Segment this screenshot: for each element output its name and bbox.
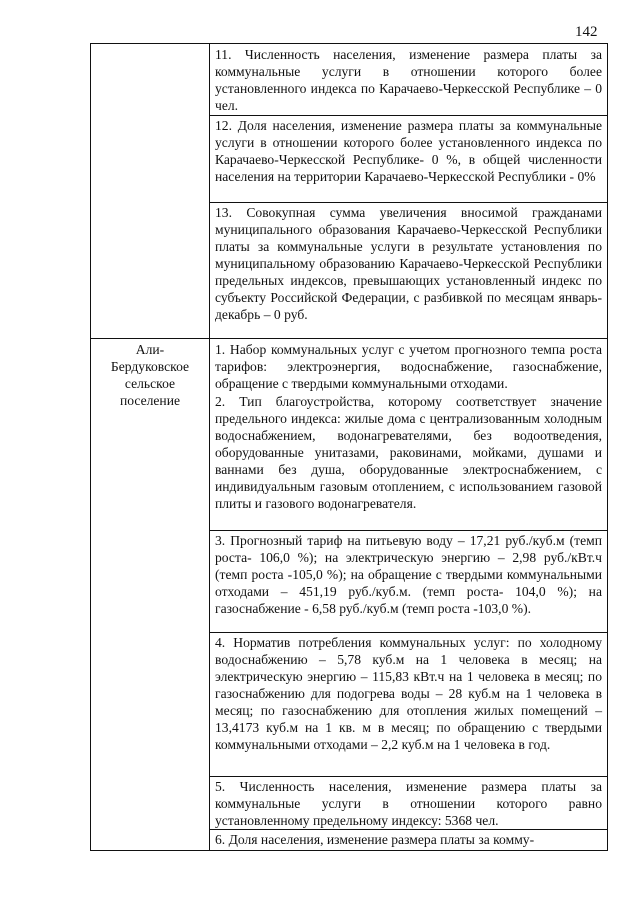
top-row-item-11: 11. Численность населения, изменение размера платы за коммунальные услуги в отношении которого более установленного индекса по Карачаево-Черкесской Республике – 0 чел.: [215, 47, 602, 113]
item-divider: [209, 530, 608, 531]
item-divider: [209, 776, 608, 777]
municipality-name: Али- Бердуковское сельское поселение: [110, 342, 190, 408]
table-row-divider: [90, 338, 608, 339]
item-divider: [209, 829, 608, 830]
table-border-left: [90, 43, 91, 851]
table-border-top: [90, 43, 608, 44]
top-row-item-13: 13. Совокупная сумма увеличения вносимой гражданами муниципального образования Карачаево-Черкесской Республики платы за коммунальные услуги в результате установления по муниципальному образованию Карачаево-Черкесской Республики предельных индексов, превышающих установленный индекс по субъекту Российской Федерации, с разбивкой по месяцам январь-декабрь – 0 руб.: [215, 205, 602, 322]
item-divider: [209, 632, 608, 633]
page-number: 142: [575, 24, 598, 40]
bottom-row-item-1: 1. Набор коммунальных услуг с учетом прогнозного темпа роста тарифов: электроэнергия, водоснабжение, газоснабжение, обращение с твердыми коммунальными отходами.: [215, 342, 602, 391]
table-border-bottom: [90, 850, 608, 851]
table-column-divider: [209, 43, 210, 851]
bottom-row-item-5: 5. Численность населения, изменение размера платы за коммунальные услуги в отношении которого равно установленному предельному индексу: 5368 чел.: [215, 779, 602, 828]
bottom-row-item-6: 6. Доля населения, изменение размера платы за комму-: [215, 832, 535, 847]
item-divider: [209, 202, 608, 203]
top-row-item-12: 12. Доля населения, изменение размера платы за коммунальные услуги в отношении которого более установленного индекса по Карачаево-Черкесской Республике- 0 %, в общей численности населения на территории Карачаево-Черкесской Республики - 0%: [215, 118, 602, 184]
bottom-row-item-3: 3. Прогнозный тариф на питьевую воду – 17,21 руб./куб.м (темп роста- 106,0 %); на электрическую энергию – 2,98 руб./кВт.ч (темп роста -105,0 %); на обращение с твердыми коммунальными отходами – 451,19 руб./куб.м. (темп роста- 104,0 %); на газоснабжение - 6,58 руб./куб.м (темп роста -103,0 %).: [215, 533, 602, 616]
bottom-row-item-4: 4. Норматив потребления коммунальных услуг: по холодному водоснабжению – 5,78 куб.м на 1 человека в месяц; на электрическую энергию – 115,83 кВт.ч на 1 человека в месяц; по газоснабжению для подогрева воды – 28 куб.м на 1 человека в месяц; по газоснабжению для отопления жилых помещений – 13,4173 куб.м на 1 кв. м в месяц; по обращению с твердыми коммунальными отходами – 2,2 куб.м на 1 человека в год.: [215, 635, 602, 752]
table-border-right: [607, 43, 608, 851]
bottom-row-item-2: 2. Тип благоустройства, которому соответствует значение предельного индекса: жилые дома с централизованным холодным водоснабжением, водонагревателями, без водоотведения, оборудованные унитазами, раковинами, мойками, душами и ваннами без душа, оборудованные электроснабжением, с индивидуальным газовым отоплением, с использованием газовой плиты и газового водонагревателя.: [215, 394, 602, 511]
item-divider: [209, 115, 608, 116]
